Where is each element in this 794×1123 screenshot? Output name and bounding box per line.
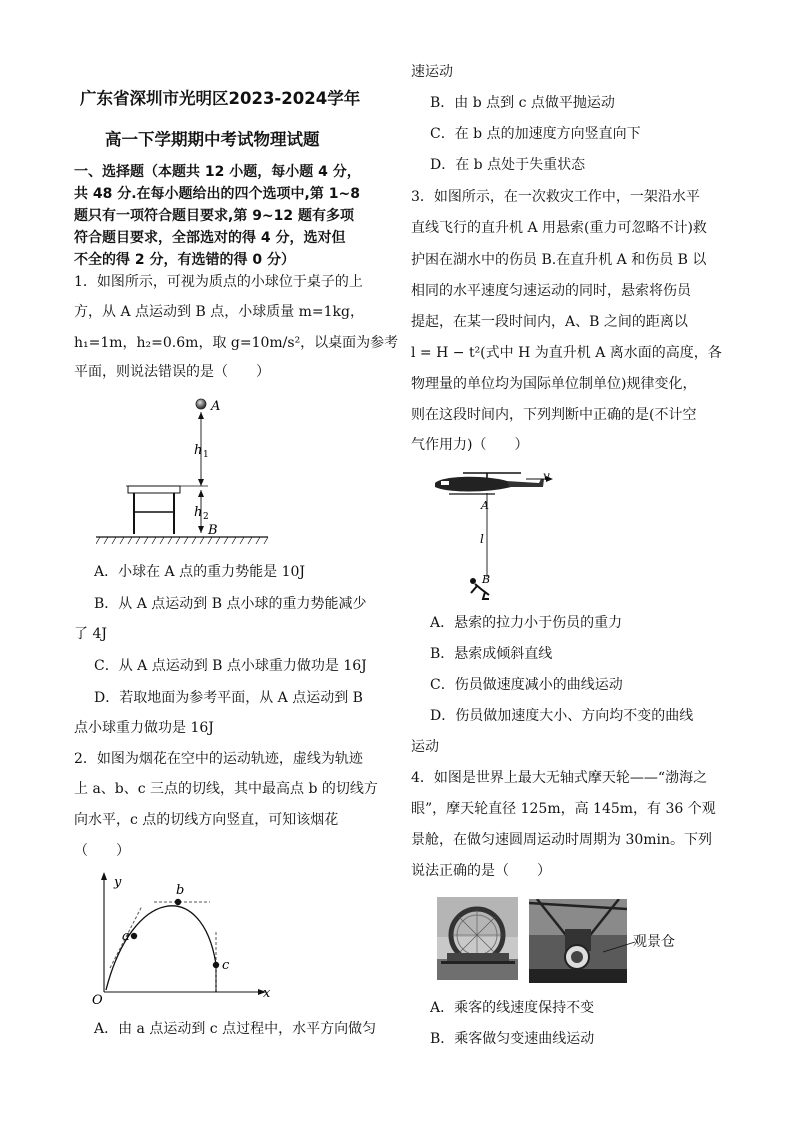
velocity-label: v (543, 469, 550, 483)
table-top (128, 486, 180, 493)
cabin-callout-label: 观景仓 (633, 934, 675, 950)
q2-option-a: A．由 a 点运动到 c 点过程中，水平方向做匀 (94, 1021, 377, 1037)
q1-stem-line: 方，从 A 点运动到 B 点，小球质量 m=1kg， (74, 304, 365, 320)
q2-option-a-cont: 速运动 (411, 64, 453, 80)
h1-label: h (194, 443, 203, 458)
section-heading-line: 不全的得 2 分，有选错的得 0 分） (74, 252, 295, 268)
h2-label: h (194, 505, 203, 520)
q1-option-d-cont: 点小球重力做功是 16J (74, 720, 214, 736)
q2-trajectory-figure (92, 868, 292, 1008)
ball (196, 399, 206, 409)
q2-stem-line: 上 a、b、c 三点的切线，其中最高点 b 的切线方 (74, 781, 378, 797)
q3-stem-line: 护困在湖水中的伤员 B.在直升机 A 和伤员 B 以 (411, 252, 707, 268)
length-label: l (480, 532, 484, 546)
x-axis-label: x (263, 986, 271, 1001)
y-axis-label: y (114, 875, 122, 890)
section-heading-line: 一、选择题（本题共 12 小题，每小题 4 分， (74, 164, 361, 180)
q1-option-a: A．小球在 A 点的重力势能是 10J (94, 564, 305, 580)
q2-stem-line: 2．如图为烟花在空中的运动轨迹，虚线为轨迹 (74, 751, 363, 767)
q3-stem-line: l = H − t²(式中 H 为直升机 A 离水面的高度，各 (411, 345, 722, 361)
q4-stem-line: 景舱，在做匀速圆周运动时周期为 30min。下列 (411, 832, 713, 848)
q3-option-a: A．悬索的拉力小于伤员的重力 (430, 615, 623, 631)
q3-stem-line: 物理量的单位均为国际单位制单位)规律变化， (411, 376, 697, 392)
q3-stem-line: 气作用力)（ ） (411, 437, 529, 453)
q3-stem-line: 3．如图所示，在一次救灾工作中，一架沿水平 (411, 189, 700, 205)
q1-option-c: C．从 A 点运动到 B 点小球重力做功是 16J (94, 658, 367, 674)
point-a-label: A (211, 399, 221, 414)
point-c (213, 962, 219, 968)
point-c-label: c (222, 958, 230, 973)
q3-helicopter-figure (429, 465, 569, 605)
trajectory-curve (106, 906, 216, 992)
q1-stem-line: h₁=1m，h₂=0.6m，取 g=10m/s²，以桌面为参考 (74, 335, 399, 351)
page-title-line1: 广东省深圳市光明区2023-2024学年 (80, 89, 361, 108)
h1-subscript: 1 (203, 450, 209, 460)
q4-option-b: B．乘客做匀变速曲线运动 (430, 1031, 595, 1047)
origin-label: O (92, 993, 103, 1008)
q1-option-d: D．若取地面为参考平面，从 A 点运动到 B (94, 690, 363, 706)
q1-stem-line: 平面，则说法错误的是（ ） (74, 364, 270, 380)
q3-option-d: D．伤员做加速度大小、方向均不变的曲线 (430, 708, 694, 724)
q3-stem-line: 则在这段时间内，下列判断中正确的是(不计空 (411, 407, 697, 423)
q4-stem-line: 4．如图是世界上最大无轴式摩天轮——“渤海之 (411, 770, 708, 786)
q1-option-b-cont: 了 4J (74, 626, 107, 642)
q2-option-d: D．在 b 点处于失重状态 (430, 157, 586, 173)
q2-option-c: C．在 b 点的加速度方向竖直向下 (430, 126, 641, 142)
point-b-label: b (176, 883, 185, 898)
q1-option-b: B．从 A 点运动到 B 点小球的重力势能减少 (94, 596, 367, 612)
q3-option-c: C．伤员做速度减小的曲线运动 (430, 677, 623, 693)
point-b-label: B (482, 573, 491, 586)
q4-option-a: A．乘客的线速度保持不变 (430, 1000, 595, 1016)
h2-subscript: 2 (203, 512, 209, 522)
q2-stem-line: 向水平，c 点的切线方向竖直，可知该烟花 (74, 812, 339, 828)
q2-option-b: B．由 b 点到 c 点做平抛运动 (430, 95, 615, 111)
q3-stem-line: 提起，在某一段时间内，A、B 之间的距离以 (411, 314, 688, 330)
q1-table-figure (96, 390, 296, 550)
point-a (131, 933, 137, 939)
q3-option-d-cont: 运动 (411, 739, 439, 755)
q3-stem-line: 相同的水平速度匀速运动的同时，悬索将伤员 (411, 283, 691, 299)
section-heading-line: 共 48 分.在每小题给出的四个选项中,第 1~8 (74, 186, 360, 202)
point-a-label: a (122, 929, 130, 944)
q4-stem-line: 说法正确的是（ ） (411, 863, 551, 879)
point-b (175, 899, 181, 905)
q3-option-b: B．悬索成倾斜直线 (430, 646, 553, 662)
section-heading-line: 题只有一项符合题目要求,第 9~12 题有多项 (74, 208, 355, 224)
page-title-line2: 高一下学期期中考试物理试题 (105, 130, 320, 149)
point-a-label: A (481, 499, 489, 512)
q1-stem-line: 1．如图所示，可视为质点的小球位于桌子的上 (74, 274, 363, 290)
helicopter-tail (507, 479, 544, 487)
point-b-label: B (208, 523, 218, 538)
ferris-wheel-photo (437, 897, 518, 980)
q2-stem-line: （ ） (74, 843, 130, 859)
q3-stem-line: 直线飞行的直升机 A 用悬索(重力可忽略不计)救 (411, 220, 707, 236)
section-heading-line: 符合题目要求，全部选对的得 4 分，选对但 (74, 230, 346, 246)
q4-stem-line: 眼”，摩天轮直径 125m，高 145m，有 36 个观 (411, 801, 716, 817)
